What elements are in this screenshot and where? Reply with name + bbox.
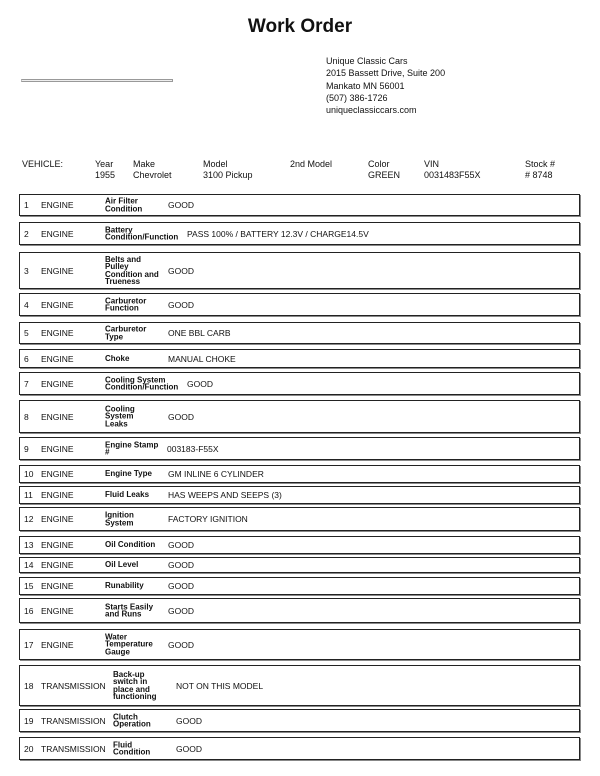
company-info	[326, 55, 445, 116]
row-value: MANUAL CHOKE	[168, 353, 236, 364]
row-item: Oil Level	[105, 560, 139, 570]
company-website[interactable]: uniqueclassiccars.com	[326, 105, 417, 116]
row-category: ENGINE	[41, 299, 74, 310]
vehicle-2nd-model-label: 2nd Model	[290, 159, 333, 169]
vehicle-make-label: Make	[133, 159, 156, 169]
inspection-row	[19, 465, 580, 483]
row-value: ONE BBL CARB	[168, 328, 231, 338]
inspection-row	[19, 557, 580, 573]
row-item: Ignition System	[105, 510, 134, 527]
row-number: 13	[24, 540, 34, 550]
row-number: 15	[24, 581, 34, 591]
logo-placeholder	[21, 79, 173, 82]
row-category: ENGINE	[41, 560, 74, 570]
row-category: ENGINE	[41, 443, 74, 454]
row-item: Carburetor Type	[105, 324, 147, 341]
row-value: GOOD	[176, 743, 202, 754]
row-category: TRANSMISSION	[41, 715, 106, 726]
row-item: Engine Type	[105, 469, 152, 479]
vehicle-color-label: Color	[368, 159, 390, 169]
inspection-row	[19, 293, 580, 316]
company-phone: (507) 386-1726	[326, 92, 388, 103]
row-number: 9	[24, 443, 29, 454]
vehicle-make: Chevrolet	[133, 170, 172, 180]
row-number: 18	[24, 680, 34, 691]
row-value: GOOD	[168, 299, 194, 310]
row-number: 19	[24, 715, 34, 726]
row-item: Battery Condition/Function	[105, 224, 179, 242]
row-number: 20	[24, 743, 34, 754]
row-item: Cooling System Condition/Function	[105, 374, 179, 392]
row-item: Fluid Condition	[113, 739, 151, 757]
row-category: ENGINE	[41, 265, 74, 276]
row-number: 17	[24, 639, 34, 650]
row-number: 12	[24, 514, 34, 524]
row-value: GOOD	[168, 560, 194, 570]
row-number: 4	[24, 299, 29, 310]
vehicle-stock-label: Stock #	[525, 159, 556, 169]
row-value: GM INLINE 6 CYLINDER	[168, 469, 264, 479]
inspection-row	[19, 372, 580, 395]
row-item: Carburetor Function	[105, 295, 147, 313]
row-category: ENGINE	[41, 353, 74, 364]
row-category: ENGINE	[41, 411, 74, 422]
inspection-row	[19, 349, 580, 368]
row-value: GOOD	[168, 581, 194, 591]
row-number: 7	[24, 378, 29, 389]
row-category: ENGINE	[41, 605, 74, 616]
row-value: GOOD	[168, 605, 194, 616]
row-value: GOOD	[168, 200, 194, 210]
vehicle-color: GREEN	[368, 170, 401, 180]
row-item: Starts Easily and Runs	[105, 601, 154, 619]
page-title: Work Order	[247, 16, 353, 37]
row-number: 5	[24, 328, 29, 338]
row-number: 10	[24, 469, 34, 479]
row-value: NOT ON THIS MODEL	[176, 680, 264, 691]
row-value: FACTORY IGNITION	[168, 514, 248, 524]
inspection-row	[19, 629, 580, 660]
vehicle-label: VEHICLE:	[22, 159, 64, 169]
inspection-row	[19, 322, 580, 344]
inspection-row	[19, 507, 580, 531]
company-address: 2015 Bassett Drive, Suite 200	[326, 68, 446, 79]
row-value: 003183-F55X	[167, 443, 219, 454]
row-item: Clutch Operation	[113, 711, 151, 729]
inspection-row	[19, 598, 580, 623]
row-item: Choke	[105, 353, 130, 363]
company-name: Unique Classic Cars	[326, 56, 408, 66]
vehicle-vin-label: VIN	[424, 159, 440, 169]
inspection-row	[19, 437, 580, 460]
row-category: ENGINE	[41, 228, 74, 239]
row-item: Runability	[105, 581, 144, 591]
row-number: 2	[24, 228, 29, 239]
row-number: 16	[24, 605, 34, 616]
row-item: Air Filter Condition	[105, 196, 143, 213]
inspection-row	[19, 577, 580, 595]
inspection-row	[19, 400, 580, 433]
vehicle-vin: 0031483F55X	[424, 170, 481, 180]
inspection-row	[19, 737, 580, 760]
row-value: GOOD	[187, 378, 213, 389]
row-item: Water Temperature Gauge	[105, 632, 153, 657]
row-category: ENGINE	[41, 469, 74, 479]
row-value: GOOD	[168, 265, 194, 276]
inspection-row	[19, 222, 580, 245]
row-item: Engine Stamp #	[105, 439, 159, 457]
row-category: ENGINE	[41, 378, 74, 389]
row-category: ENGINE	[41, 639, 74, 650]
inspection-row	[19, 486, 580, 504]
inspection-row	[19, 252, 580, 289]
row-value: PASS 100% / BATTERY 12.3V / CHARGE14.5V	[187, 228, 369, 239]
row-category: TRANSMISSION	[41, 743, 106, 754]
vehicle-model-label: Model	[203, 159, 228, 169]
row-number: 11	[24, 490, 33, 500]
row-category: ENGINE	[41, 490, 74, 500]
row-item: Back-up switch in place and functioning	[113, 669, 157, 702]
row-number: 6	[24, 353, 29, 364]
row-category: TRANSMISSION	[41, 680, 106, 691]
row-value: GOOD	[176, 715, 202, 726]
row-category: ENGINE	[41, 514, 74, 524]
row-number: 14	[24, 560, 34, 570]
vehicle-model: 3100 Pickup	[203, 170, 253, 180]
company-city: Mankato MN 56001	[326, 80, 405, 91]
row-value: GOOD	[168, 639, 194, 650]
vehicle-year-label: Year	[95, 159, 114, 169]
row-number: 1	[24, 200, 29, 210]
row-category: ENGINE	[41, 328, 74, 338]
row-value: HAS WEEPS AND SEEPS (3)	[168, 490, 282, 500]
row-category: ENGINE	[41, 581, 74, 591]
row-item: Belts and Pulley Condition and Trueness	[105, 254, 159, 287]
row-value: GOOD	[168, 540, 194, 550]
inspection-row	[19, 665, 580, 706]
row-item: Fluid Leaks	[105, 490, 150, 500]
row-value: GOOD	[168, 411, 194, 422]
inspection-row	[19, 709, 580, 732]
row-item: Cooling System Leaks	[105, 404, 135, 429]
row-number: 8	[24, 411, 29, 422]
inspection-row	[19, 536, 580, 554]
row-item: Oil Condition	[105, 540, 156, 550]
row-number: 3	[24, 265, 29, 276]
row-category: ENGINE	[41, 540, 74, 550]
inspection-row	[19, 194, 580, 216]
vehicle-year: 1955	[95, 170, 116, 180]
vehicle-stock: # 8748	[525, 170, 553, 180]
row-category: ENGINE	[41, 200, 74, 210]
